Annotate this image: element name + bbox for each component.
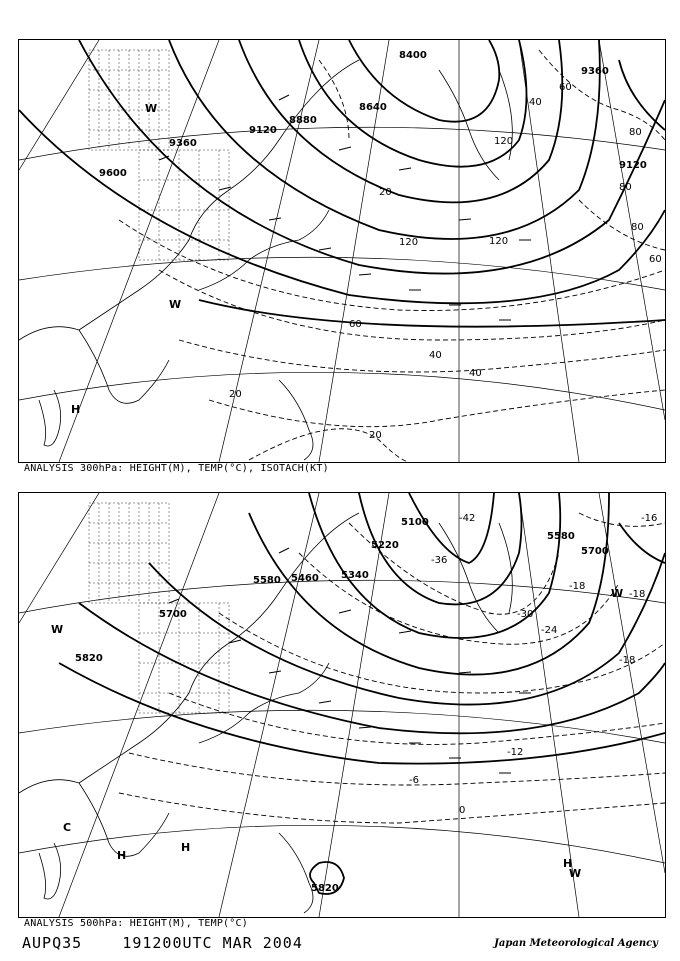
center-label: W [611,587,624,600]
valid-time: 191200UTC MAR 2004 [122,934,303,952]
height-label: 9120 [619,160,647,171]
center-label: W [51,623,64,636]
center-label: H [563,857,573,870]
isotach-label: 80 [619,182,632,193]
map-panel-300hpa [18,39,666,463]
height-label: 5820 [311,883,339,894]
height-label: 5700 [581,546,609,557]
temperature-label: -6 [409,775,419,786]
temperature-label: -18 [569,581,586,592]
center-label: W [569,867,582,880]
height-label: 8880 [289,115,317,126]
height-label: 5580 [547,531,575,542]
center-labels [51,587,623,880]
height-label: 8640 [359,102,387,113]
height-label: 9360 [581,66,609,77]
map-500hpa-svg [19,493,665,917]
isotach-label: 120 [489,236,509,247]
temperature-label: -18 [629,589,646,600]
temperature-label: -42 [459,513,476,524]
center-label: W [145,102,158,115]
height-label: 5340 [341,570,369,581]
height-label: 9360 [169,138,197,149]
chart-header [22,934,303,952]
terrain-hatching [89,503,229,713]
terrain-hatching [89,50,229,260]
temperature-label: 0 [459,805,466,816]
center-label: H [117,849,127,862]
isotach-label: 40 [529,97,542,108]
height-label: 5820 [75,653,103,664]
isotach-contours [119,50,665,462]
isotach-label: 20 [379,187,392,198]
isotach-label: 120 [494,136,514,147]
isotach-label: 60 [349,319,362,330]
wind-barbs [159,95,531,320]
isotach-label: 120 [399,237,419,248]
height-label: 8400 [399,50,427,61]
isotach-label: 40 [429,350,442,361]
isotach-label: 20 [369,430,382,441]
panel-caption-300hpa: ANALYSIS 300hPa: HEIGHT(M), TEMP(°C), ISOTACH(KT) [24,463,329,474]
height-labels [75,517,609,894]
graticule [19,493,665,917]
isotach-label: 80 [629,127,642,138]
temperature-label: -36 [431,555,448,566]
temperature-label: -24 [541,625,558,636]
center-label: C [63,821,72,834]
temperature-label: -12 [507,747,524,758]
height-label: 5100 [401,517,429,528]
height-label: 9600 [99,168,127,179]
height-label: 5580 [253,575,281,586]
height-label: 5460 [291,573,319,584]
isotach-label: 40 [469,368,482,379]
map-panel-500hpa [18,492,666,918]
isotach-label: 80 [631,222,644,233]
temperature-label: -30 [517,609,534,620]
agency-name: Japan Meteorological Agency [494,938,658,949]
map-300hpa-svg [19,40,665,462]
center-labels [71,102,181,416]
center-label: H [71,403,81,416]
center-label: H [181,841,191,854]
height-label: 9120 [249,125,277,136]
panel-caption-500hpa: ANALYSIS 500hPa: HEIGHT(M), TEMP(°C) [24,918,248,929]
temperature-contours [119,513,665,823]
graticule [19,40,665,462]
coastlines [19,513,512,913]
height-label: 5700 [159,609,187,620]
temperature-label: -18 [619,655,636,666]
height-label: 5220 [371,540,399,551]
isotach-label: 60 [649,254,662,265]
temperature-label: -16 [641,513,658,524]
isotach-label: 20 [229,389,242,400]
center-label: W [169,298,182,311]
isotach-labels [229,82,662,441]
isotach-label: 60 [559,82,572,93]
chart-id: AUPQ35 [22,934,83,952]
